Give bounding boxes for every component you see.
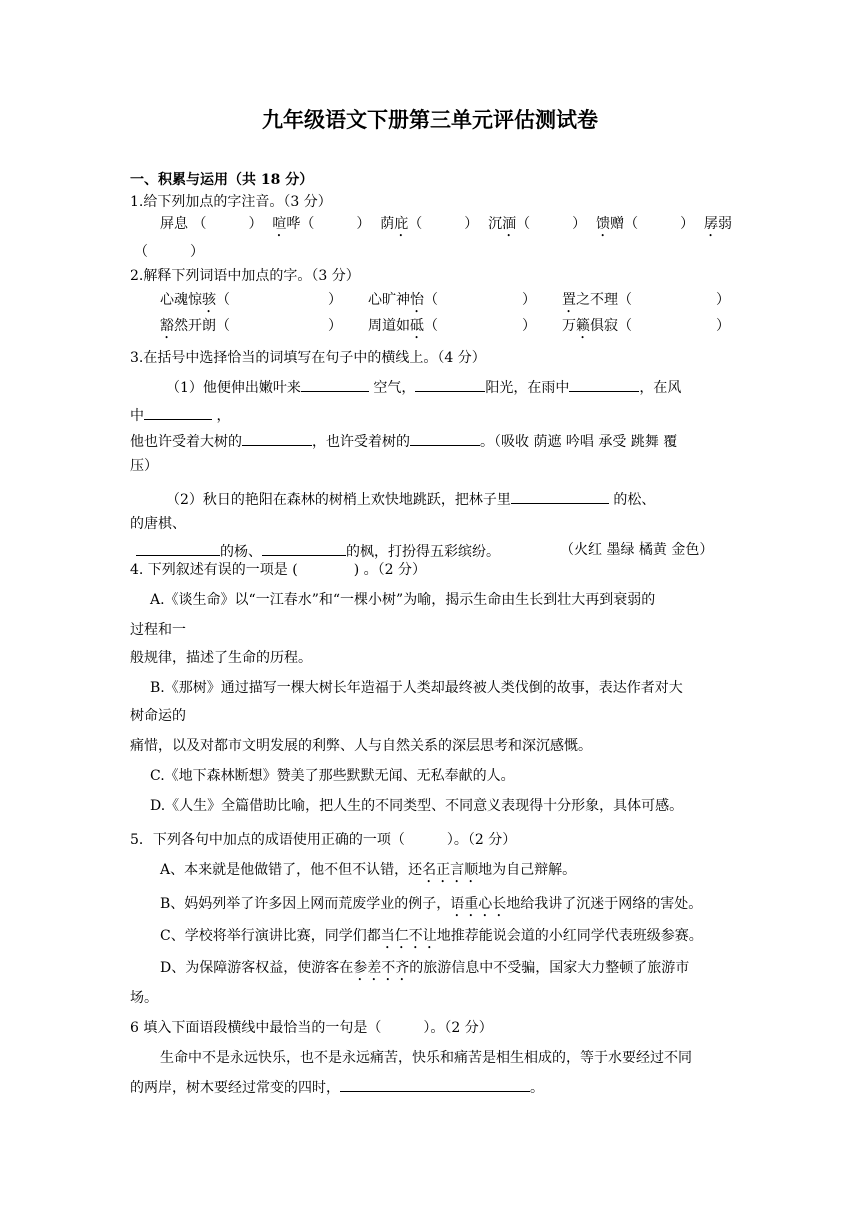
question-1-stem: 1.给下列加点的字注音。（3 分）: [130, 194, 332, 210]
q3-sentence-2-cont: 的杨、 的枫，打扮得五彩缤纷。: [136, 540, 500, 562]
answer-blank[interactable]: [569, 376, 639, 392]
q2-item: 万籁俱寂（ ）: [562, 318, 730, 334]
answer-blank[interactable]: [136, 540, 220, 556]
q1-item: 荫庇（ ）: [380, 216, 479, 232]
question-5-stem: 5．下列各句中加点的成语使用正确的一项（ ）。（2 分）: [130, 832, 517, 848]
q3-word-bank: （火红 墨绿 橘黄 金色）: [560, 542, 714, 558]
question-1-items: [160, 214, 732, 240]
q3-word-bank-cont: 压）: [130, 458, 158, 474]
q3-sentence-1-cont: 中 ，: [130, 404, 230, 426]
q5-option-a: A、本来就是他做错了，他不但不认错，还名正言顺地为自己辩解。: [160, 862, 577, 878]
q2-item: 心旷神怡（ ）: [368, 292, 536, 308]
q4-option-c: C.《地下森林断想》赞美了那些默默无闻、无私奉献的人。: [150, 768, 515, 784]
q4-option-a-cont: 般规律，描述了生命的历程。: [130, 650, 312, 666]
answer-blank[interactable]: [262, 540, 346, 556]
q5-option-d: D、为保障游客权益，使游客在参差不齐的旅游信息中不受骗，国家大力整顿了旅游市: [160, 960, 690, 976]
question-2-row: [160, 316, 730, 342]
answer-blank[interactable]: [301, 376, 369, 392]
question-2-row: [160, 290, 730, 316]
q3-sentence-2-cont: 的唐棋、: [130, 516, 186, 532]
q1-item: 孱弱: [703, 216, 732, 232]
answer-blank[interactable]: [410, 430, 480, 446]
question-6-stem: 6 填入下面语段横线中最恰当的一句是（ ）。（2 分）: [130, 1020, 493, 1036]
answer-blank[interactable]: [511, 488, 609, 504]
q1-item: 屏息 （ ）: [160, 216, 263, 232]
q4-option-b-cont: 痛惜，以及对都市文明发展的利弊、人与自然关系的深层思考和深沉感慨。: [130, 738, 592, 754]
q1-item: 沉湎（ ）: [488, 216, 587, 232]
q5-option-b: B、妈妈列举了许多因上网而荒废学业的例子，语重心长地给我讲了沉迷于网络的害处。: [160, 896, 703, 912]
answer-blank[interactable]: [415, 376, 485, 392]
q4-option-b: B.《那树》通过描写一棵大树长年造福于人类却最终被人类伐倒的故事，表达作者对大: [150, 680, 683, 696]
q4-option-d: D.《人生》全篇借助比喻，把人生的不同类型、不同意义表现得十分形象，具体可感。: [150, 798, 684, 814]
answer-blank[interactable]: [144, 404, 212, 420]
question-3-stem: 3.在括号中选择恰当的词填写在句子中的横线上。（4 分）: [130, 350, 486, 366]
question-4-stem: 4. 下列叙述有误的一项是 ( ) 。（2 分）: [130, 562, 426, 578]
q3-sentence-1-cont: 他也许受着大树的 ，也许受着树的 。（吸收 荫遮 吟唱 承受 跳舞 覆: [130, 430, 677, 452]
q3-sentence-2: （2）秋日的艳阳在森林的树梢上欢快地跳跃，把林子里 的松、: [166, 488, 655, 510]
q2-item: 豁然开朗（ ）: [160, 318, 342, 334]
q2-item: 心魂惊骇（ ）: [160, 292, 342, 308]
q4-option-a: A.《谈生命》以“一江春水”和“一棵小树”为喻，揭示生命由生长到壮大再到衰弱的: [150, 592, 656, 608]
q6-passage: 生命中不是永远快乐，也不是永远痛苦，快乐和痛苦是相生相成的，等于水要经过不同: [160, 1050, 692, 1066]
q5-option-c: C、学校将举行演讲比赛，同学们都当仁不让地推荐能说会道的小红同学代表班级参赛。: [160, 928, 703, 944]
q1-answer-blank: （ ）: [134, 244, 204, 260]
q1-item: 馈赠（ ）: [596, 216, 695, 232]
answer-blank[interactable]: [242, 430, 312, 446]
q4-option-a-cont: 过程和一: [130, 622, 186, 638]
q4-option-b-cont: 树命运的: [130, 708, 186, 724]
q2-item: 置之不理（ ）: [562, 292, 730, 308]
q2-item: 周道如砥（ ）: [368, 318, 536, 334]
page-title: 九年级语文下册第三单元评估测试卷: [262, 107, 598, 132]
q5-option-d-cont: 场。: [130, 990, 158, 1006]
q3-sentence-1: （1）他便伸出嫩叶来 空气， 阳光，在雨中 ，在风: [166, 376, 681, 398]
q1-item: 喧哗（ ）: [272, 216, 371, 232]
answer-blank[interactable]: [340, 1076, 530, 1092]
section-heading: 一、积累与运用（共 18 分）: [130, 172, 314, 188]
question-2-stem: 2.解释下列词语中加点的字。（3 分）: [130, 268, 360, 284]
q6-passage-cont: 的两岸，树木要经过常变的四时， 。: [130, 1076, 544, 1098]
